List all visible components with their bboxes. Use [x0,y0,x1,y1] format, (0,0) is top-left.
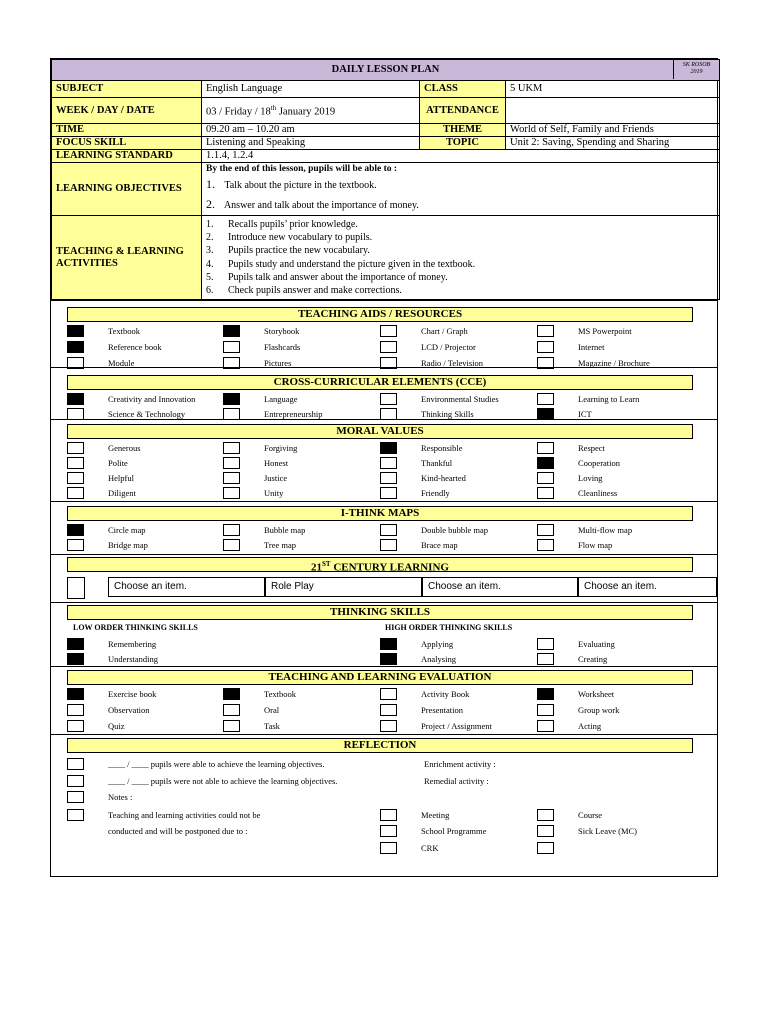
bubble-map-label: Bubble map [264,525,306,535]
century-choice-4[interactable]: Choose an item. [578,577,717,597]
objective-text: Answer and talk about the importance of money. [223,200,419,211]
responsible-checkbox[interactable] [380,442,397,454]
loving-label: Loving [578,473,603,483]
circle-map-label: Circle map [108,525,146,535]
cleanliness-checkbox[interactable] [537,487,554,499]
language-label: Language [264,394,298,404]
activity-text: Check pupils answer and make corrections. [228,285,402,297]
objective-num: 1. [206,177,215,191]
chart-graph-checkbox[interactable] [380,325,397,337]
presentation-checkbox[interactable] [380,704,397,716]
generous-label: Generous [108,443,141,453]
week-value[interactable] [202,98,420,124]
generous-checkbox[interactable] [67,442,84,454]
crk-checkbox[interactable] [380,842,397,854]
extra-checkbox[interactable] [537,842,554,854]
activity-book-checkbox[interactable] [380,688,397,700]
thankful-label: Thankful [421,458,453,468]
stamp-year: 2019 [690,69,703,75]
moral-section [51,419,717,501]
ms-powerpoint-label: MS Powerpoint [578,326,632,336]
moral-title: MORAL VALUES [67,424,693,439]
focus-label: FOCUS SKILL [52,137,202,150]
evaluating-label: Evaluating [578,639,615,649]
presentation-label: Presentation [421,705,464,715]
reference-book-checkbox[interactable] [67,341,84,353]
bridge-map-label: Bridge map [108,540,148,550]
activity-item [206,231,715,244]
evaluation-section [51,666,717,734]
creativity-and-innovation-label: Creativity and Innovation [108,394,196,404]
activities-label: TEACHING & LEARNING ACTIVITIES [52,216,202,300]
helpful-label: Helpful [108,473,134,483]
applying-checkbox[interactable] [380,638,397,650]
exercise-book-checkbox[interactable] [67,688,84,700]
ms-powerpoint-checkbox[interactable] [537,325,554,337]
acting-checkbox[interactable] [537,720,554,732]
acting-label: Acting [578,721,602,731]
reference-book-label: Reference book [108,342,162,352]
ithink-title: I-THINK MAPS [67,506,693,521]
postponed-checkbox[interactable] [67,809,84,821]
activities-cell[interactable] [202,216,720,300]
topic-label: TOPIC [420,137,506,150]
creativity-and-innovation-checkbox[interactable] [67,393,84,405]
analysing-checkbox[interactable] [380,653,397,665]
objectives-intro: By the end of this lesson, pupils will be able to : [206,164,398,174]
multi-flow-map-label: Multi-flow map [578,525,633,535]
objectives-label: LEARNING OBJECTIVES [52,163,202,216]
friendly-label: Friendly [421,488,450,498]
flashcards-checkbox[interactable] [223,341,240,353]
meeting-checkbox[interactable] [380,809,397,821]
task-label: Task [264,721,280,731]
attendance-label: ATTENDANCE [420,98,506,124]
cooperation-checkbox[interactable] [537,457,554,469]
environmental-studies-checkbox[interactable] [380,393,397,405]
focus-value[interactable]: Listening and Speaking [202,137,420,150]
notes-label: Notes : [108,792,133,802]
unity-checkbox[interactable] [223,487,240,499]
ithink-section [51,501,717,554]
understanding-checkbox[interactable] [67,653,84,665]
objective-num: 2. [206,197,215,211]
cleanliness-label: Cleanliness [578,488,618,498]
storybook-checkbox[interactable] [223,325,240,337]
activity-item [206,271,715,284]
forgiving-label: Forgiving [264,443,298,453]
bubble-map-checkbox[interactable] [223,524,240,536]
enrichment-label: Enrichment activity : [424,759,496,769]
flow-map-checkbox[interactable] [537,539,554,551]
school-programme-checkbox[interactable] [380,825,397,837]
ict-label: ICT [578,409,592,419]
activity-item [206,258,715,271]
internet-label: Internet [578,342,605,352]
storybook-label: Storybook [264,326,300,336]
notes-checkbox[interactable] [67,791,84,803]
applying-label: Applying [421,639,454,649]
learning-to-learn-checkbox[interactable] [537,393,554,405]
lcd-projector-checkbox[interactable] [380,341,397,353]
observation-checkbox[interactable] [67,704,84,716]
polite-checkbox[interactable] [67,457,84,469]
quiz-checkbox[interactable] [67,720,84,732]
reflection-title: REFLECTION [67,738,693,753]
week-value-sup: th [270,104,277,113]
week-label: WEEK / DAY / DATE [52,98,202,124]
textbook-checkbox[interactable] [67,325,84,337]
century-title-text: CENTURY LEARNING [330,561,449,574]
subject-label: SUBJECT [52,81,202,98]
standard-label: LEARNING STANDARD [52,150,202,163]
helpful-checkbox[interactable] [67,472,84,484]
bridge-map-checkbox[interactable] [67,539,84,551]
activity-text: Introduce new vocabulary to pupils. [228,232,373,244]
worksheet-checkbox[interactable] [537,688,554,700]
evaluating-checkbox[interactable] [537,638,554,650]
standard-value[interactable]: 1.1.4, 1.2.4 [202,150,720,163]
thinking-section [51,602,717,666]
kind-hearted-checkbox[interactable] [380,472,397,484]
creating-label: Creating [578,654,608,664]
activity-text: Pupils practice the new vocabulary. [228,245,370,257]
attendance-value[interactable] [506,98,720,124]
group-work-checkbox[interactable] [537,704,554,716]
century-choice-3[interactable]: Choose an item. [422,577,578,597]
reflection-not-achieved-text: ____ / ____ pupils were not able to achieve the learning objectives. [108,776,338,786]
crk-label: CRK [421,843,439,853]
entrepreneurship-label: Entrepreneurship [264,409,323,419]
century-section [51,554,717,602]
group-work-label: Group work [578,705,620,715]
cooperation-label: Cooperation [578,458,621,468]
topic-value[interactable]: Unit 2: Saving, Spending and Sharing [506,137,720,150]
cce-section [51,367,717,419]
course-checkbox[interactable] [537,809,554,821]
stamp-school: SK ROSOB [682,62,711,68]
circle-map-checkbox[interactable] [67,524,84,536]
friendly-checkbox[interactable] [380,487,397,499]
reflection-not-achieved-checkbox[interactable] [67,775,84,787]
remedial-label: Remedial activity : [424,776,489,786]
theme-label: THEME [420,124,506,137]
polite-label: Polite [108,458,128,468]
objective-text: Talk about the picture in the textbook. [224,180,377,191]
module-label: Module [108,358,135,368]
double-bubble-map-label: Double bubble map [421,525,489,535]
brace-map-label: Brace map [421,540,458,550]
observation-label: Observation [108,705,150,715]
century-choice-2[interactable]: Role Play [265,577,422,597]
school-stamp [673,60,719,79]
magazine-brochure-label: Magazine / Brochure [578,358,650,368]
activity-text: Pupils study and understand the picture given in the textbook. [228,258,476,270]
respect-checkbox[interactable] [537,442,554,454]
chart-graph-label: Chart / Graph [421,326,468,336]
activity-num: 6. [206,285,214,297]
analysing-label: Analysing [421,654,456,664]
respect-label: Respect [578,443,605,453]
remembering-label: Remembering [108,639,157,649]
textbook-label: Textbook [108,326,140,336]
justice-label: Justice [264,473,288,483]
time-value[interactable]: 09.20 am – 10.20 am [202,124,420,137]
activity-item [206,244,715,257]
objective-item [206,175,715,195]
century-title-num: 21 [311,561,323,574]
textbook-label: Textbook [264,689,296,699]
aids-section [51,300,717,367]
activity-num: 2. [206,232,214,244]
quiz-label: Quiz [108,721,125,731]
remembering-checkbox[interactable] [67,638,84,650]
exercise-book-label: Exercise book [108,689,157,699]
task-checkbox[interactable] [223,720,240,732]
multi-flow-map-checkbox[interactable] [537,524,554,536]
tree-map-label: Tree map [264,540,297,550]
responsible-label: Responsible [421,443,463,453]
aids-title: TEACHING AIDS / RESOURCES [67,307,693,322]
activity-num: 4. [206,258,214,270]
meeting-label: Meeting [421,810,450,820]
oral-label: Oral [264,705,280,715]
project-assignment-checkbox[interactable] [380,720,397,732]
language-checkbox[interactable] [223,393,240,405]
activity-book-label: Activity Book [421,689,470,699]
postponed-text-2: conducted and will be postponed due to : [108,826,248,836]
century-title [67,557,693,572]
lcd-projector-label: LCD / Projector [421,342,476,352]
worksheet-label: Worksheet [578,689,615,699]
century-title-sup: ST [322,560,331,568]
activities-list [206,218,715,297]
textbook-checkbox[interactable] [223,688,240,700]
tree-map-checkbox[interactable] [223,539,240,551]
week-value-end: January 2019 [276,106,336,118]
activity-num: 1. [206,219,214,230]
evaluation-title: TEACHING AND LEARNING EVALUATION [67,670,693,685]
creating-checkbox[interactable] [537,653,554,665]
title-cell [52,60,720,81]
learning-to-learn-label: Learning to Learn [578,394,640,404]
diligent-checkbox[interactable] [67,487,84,499]
lesson-plan-sheet [50,58,718,877]
justice-checkbox[interactable] [223,472,240,484]
science-technology-label: Science & Technology [108,409,186,419]
understanding-label: Understanding [108,654,159,664]
kind-hearted-label: Kind-hearted [421,473,466,483]
flashcards-label: Flashcards [264,342,301,352]
high-order-label: HIGH ORDER THINKING SKILLS [385,623,513,632]
objectives-cell[interactable] [202,163,720,216]
century-checkbox[interactable] [67,577,85,599]
class-label: CLASS [420,81,506,98]
page-title: DAILY LESSON PLAN [331,64,440,75]
thankful-checkbox[interactable] [380,457,397,469]
honest-checkbox[interactable] [223,457,240,469]
honest-label: Honest [264,458,289,468]
postponed-text-1: Teaching and learning activities could not be [108,810,261,820]
class-value[interactable]: 5 UKM [506,81,720,98]
reflection-achieved-checkbox[interactable] [67,758,84,770]
oral-checkbox[interactable] [223,704,240,716]
activity-text: Recalls pupils’ prior knowledge. [228,219,358,230]
course-label: Course [578,810,603,820]
radio-television-label: Radio / Television [421,358,484,368]
activity-item [206,284,715,297]
forgiving-checkbox[interactable] [223,442,240,454]
sick-leave-checkbox[interactable] [537,825,554,837]
objective-item [206,195,715,215]
diligent-label: Diligent [108,488,136,498]
environmental-studies-label: Environmental Studies [421,394,499,404]
activity-item [206,218,715,231]
activity-num: 3. [206,245,214,257]
loving-checkbox[interactable] [537,472,554,484]
double-bubble-map-checkbox[interactable] [380,524,397,536]
time-label: TIME [52,124,202,137]
flow-map-label: Flow map [578,540,613,550]
activity-text: Pupils talk and answer about the importance of money. [228,271,448,283]
low-order-label: LOW ORDER THINKING SKILLS [73,623,198,632]
pictures-label: Pictures [264,358,292,368]
subject-value[interactable]: English Language [202,81,420,98]
century-choice-1[interactable]: Choose an item. [108,577,265,597]
activity-num: 5. [206,271,214,283]
reflection-achieved-text: ____ / ____ pupils were able to achieve the learning objectives. [108,759,325,769]
project-assignment-label: Project / Assignment [421,721,492,731]
reflection-section [51,734,717,876]
thinking-title: THINKING SKILLS [67,605,693,620]
sick-leave-label: Sick Leave (MC) [578,826,638,836]
week-value-main: 03 / Friday / 18 [206,106,271,118]
header-table [51,59,720,300]
brace-map-checkbox[interactable] [380,539,397,551]
theme-value[interactable]: World of Self, Family and Friends [506,124,720,137]
unity-label: Unity [264,488,284,498]
internet-checkbox[interactable] [537,341,554,353]
school-programme-label: School Programme [421,826,487,836]
thinking-skills-label: Thinking Skills [421,409,474,419]
cce-title: CROSS-CURRICULAR ELEMENTS (CCE) [67,375,693,390]
